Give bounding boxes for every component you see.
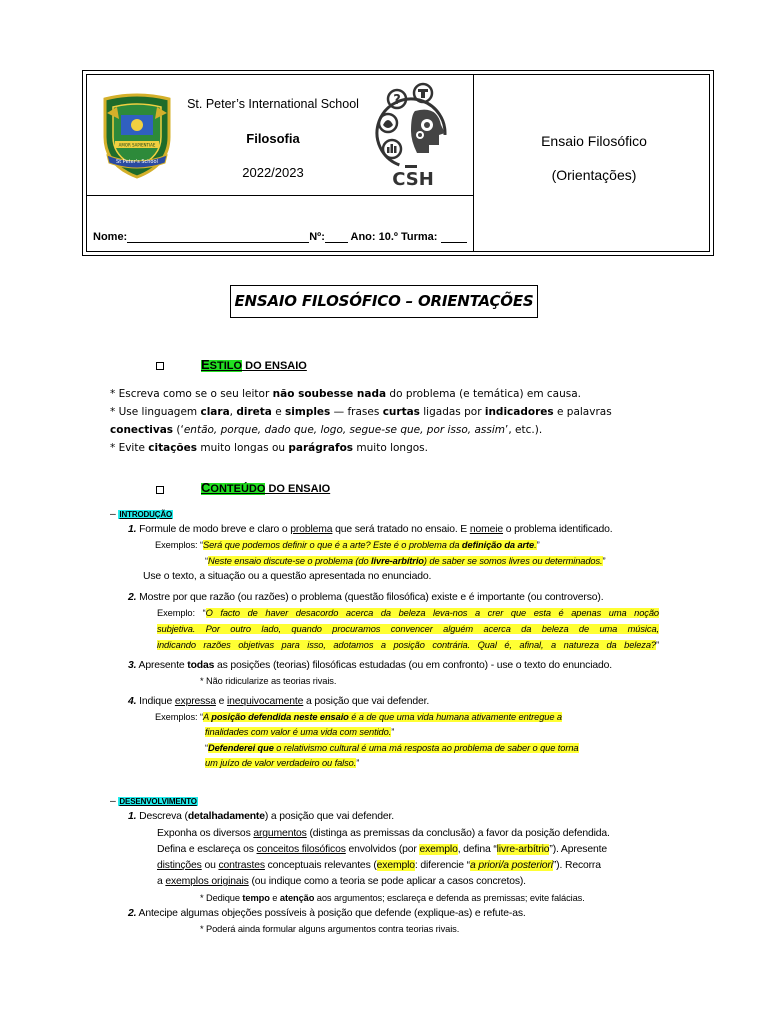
desenvolvimento-label: – DESENVOLVIMENTO (110, 796, 197, 807)
desenv-item-1-line-2: Exponha os diversos argumentos (distinga as premissas da conclusão) a favor da posição defendida. (157, 828, 610, 839)
intro-example-5-line-2: um juízo de valor verdadeiro ou falso.” (205, 758, 360, 768)
intro-item-1: 1. Formule de modo breve e claro o problema que será tratado no ensaio. E nomeie o problema identificado. (128, 524, 613, 535)
desenv-item-1-line-4: distinções ou contrastes conceptuais relevantes (exemplo: diferencie “a priori/a posteriori”). Recorra (157, 860, 601, 871)
intro-example-2: “Neste ensaio discute-se o problema (do livre-arbítrio) de saber se somos livres ou determinados.” (205, 556, 606, 566)
student-info-line (93, 231, 467, 243)
intro-item-2: 2. Mostre por que razão (ou razões) o problema (questão filosófica) existe e é importante (ou controverso). (128, 592, 604, 603)
name-label: Nome: (93, 231, 128, 243)
intro-example-3-line-3: indicando razões objetivas para isso, adotamos a posição contrária. Qual é, afinal, a natureza da beleza?” (157, 640, 659, 650)
estilo-line-3: conectivas (‘então, porque, dado que, logo, segue-se que, por isso, assim’, etc.). (110, 424, 543, 436)
intro-use-text: Use o texto, a situação ou a questão apresentada no enunciado. (143, 571, 432, 582)
intro-example-4-line-2: finalidades com valor é uma vida com sentido.” (205, 727, 395, 737)
desenv-item-1-line-3: Defina e esclareça os conceitos filosóficos envolvidos (por exemplo, defina “livre-arbítrio”). Apresente (157, 844, 607, 855)
crest-motto: AMOR SAPIENTIAE (118, 142, 156, 148)
number-label: Nº: (309, 231, 325, 243)
desenv-item-1: 1. Descreva (detalhadamente) a posição que vai defender. (128, 811, 394, 822)
intro-item-3: 3. Apresente todas as posições (teorias) filosóficas estudadas (ou em confronto) - use o texto do enunciado. (128, 660, 612, 671)
name-field[interactable] (127, 231, 309, 243)
bullet-square-icon (156, 362, 164, 370)
estilo-line-4: * Evite citações muito longas ou parágrafos muito longos. (110, 442, 428, 454)
number-field[interactable] (325, 231, 348, 243)
essay-title: Ensaio Filosófico (541, 133, 647, 149)
intro-example-3-line-2: subjetiva. Por outro lado, quando procuramos convencer alguém acerca da beleza de uma música, (157, 624, 659, 634)
crest-name: St Peter's School (116, 159, 158, 165)
intro-note-3: * Não ridicularize as teorias rivais. (200, 676, 337, 686)
header-divider-horizontal (87, 195, 473, 196)
svg-text:?: ? (393, 93, 401, 108)
header-divider-vertical (473, 75, 474, 251)
header-inner-border (86, 74, 710, 252)
estilo-line-1: * Escreva como se o seu leitor não soubesse nada do problema (e temática) em causa. (110, 388, 582, 400)
csh-logo-text: CSH (392, 169, 434, 190)
intro-example-1: Exemplos: “Será que podemos definir o que é a arte? Este é o problema da definição da arte.” (155, 540, 540, 550)
school-year: 2022/2023 (242, 165, 304, 180)
header-table (82, 70, 714, 256)
csh-logo-icon (375, 81, 455, 191)
estilo-line-2: * Use linguagem clara, direta e simples — frases curtas ligadas por indicadores e palavras (110, 406, 612, 418)
desenv-item-2: 2. Antecipe algumas objeções possíveis à posição que defende (explique-as) e refute-as. (128, 908, 526, 919)
class-field[interactable] (441, 231, 467, 243)
bullet-square-icon (156, 486, 164, 494)
school-crest-icon (101, 93, 173, 179)
essay-subtitle: (Orientações) (551, 167, 637, 183)
page-title: ENSAIO FILOSÓFICO – ORIENTAÇÕES (230, 285, 538, 318)
school-name: St. Peter’s International School (187, 97, 359, 111)
desenv-note-2: * Poderá ainda formular alguns argumentos contra teorias rivais. (200, 924, 460, 934)
intro-item-4: 4. Indique expressa e inequivocamente a posição que vai defender. (128, 696, 430, 707)
section-heading-estilo: ESTILO DO ENSAIO (201, 357, 307, 372)
intro-example-3-line-1: Exemplo: “O facto de haver desacordo acerca da beleza leva-nos a crer que esta é apenas uma noção (157, 608, 659, 618)
section-heading-conteudo: CONTEÚDO DO ENSAIO (201, 480, 331, 495)
desenv-item-1-line-5: a exemplos originais (ou indique como a teoria se pode aplicar a casos concretos). (157, 876, 526, 887)
desenv-note-1: * Dedique tempo e atenção aos argumentos; esclareça e defenda as premissas; evite falácias. (200, 893, 585, 903)
intro-example-4-line-1: Exemplos: “A posição defendida neste ensaio é a de que uma vida humana ativamente entregue a (155, 712, 562, 722)
subject-name: Filosofia (246, 131, 300, 146)
intro-example-5-line-1: “Defenderei que o relativismo cultural é uma má resposta ao problema de saber o que torna (205, 743, 579, 753)
intro-label: – INTRODUÇÃO (110, 509, 173, 520)
year-class-label: Ano: 10.º Turma: (350, 231, 438, 243)
